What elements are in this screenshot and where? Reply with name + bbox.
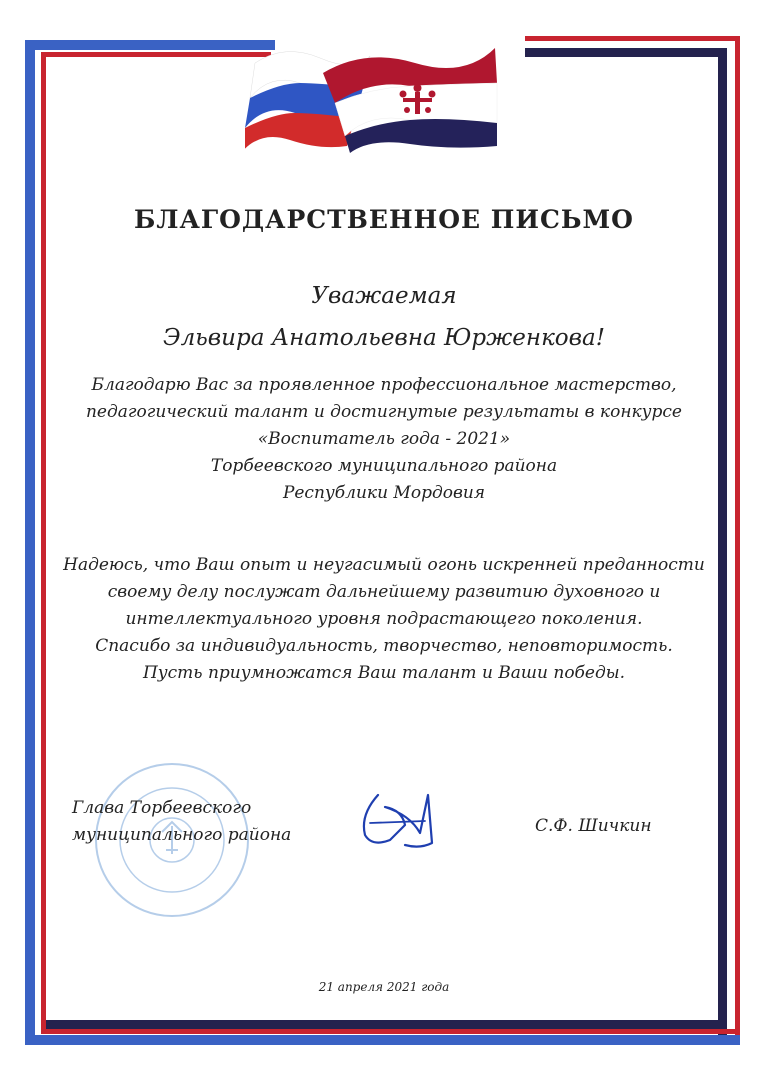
frame-top-right-red (525, 36, 740, 41)
flags-emblem (245, 28, 500, 153)
paragraph-line: интеллектуального уровня подрастающего поколения. (125, 609, 643, 629)
frame-bottom-blue (25, 1035, 740, 1045)
signatory-title-line: муниципального района (72, 825, 292, 845)
frame-right-red (735, 36, 740, 1039)
frame-left-blue (25, 40, 35, 1045)
paragraph-line: «Воспитатель года - 2021» (257, 429, 511, 449)
signatory-title (72, 795, 291, 849)
frame-top-blue (25, 40, 275, 50)
wishes-paragraph (60, 552, 708, 687)
signatory-title-line: Глава Торбеевского (72, 798, 252, 818)
frame-top-right-navy (525, 48, 725, 57)
paragraph-line: педагогический талант и достигнутые результаты в конкурсе (85, 402, 682, 422)
paragraph-line: Надеюсь, что Ваш опыт и неугасимый огонь искренней преданности (63, 555, 705, 575)
gratitude-paragraph (60, 372, 708, 507)
paragraph-line: своему делу послужат дальнейшему развитию духовного и (107, 582, 661, 602)
paragraph-line: Пусть приумножатся Ваш талант и Ваши победы. (142, 663, 626, 683)
frame-right-navy (718, 48, 727, 1038)
document-date: 21 апреля 2021 года (318, 980, 450, 994)
handwritten-signature (350, 785, 450, 855)
frame-bottom-navy (46, 1020, 727, 1029)
signatory-name: С.Ф. Шичкин (535, 816, 652, 836)
paragraph-line: Спасибо за индивидуальность, творчество, неповторимость. (95, 636, 673, 656)
paragraph-line: Торбеевского муниципального района (210, 456, 558, 476)
recipient-name: Эльвира Анатольевна Юрженкова! (163, 325, 605, 351)
frame-left-red (41, 52, 46, 1034)
mordovia-flag-icon (323, 48, 497, 153)
document-title: БЛАГОДАРСТВЕННОЕ ПИСЬМО (134, 205, 634, 234)
paragraph-line: Благодарю Вас за проявленное профессиональное мастерство, (91, 375, 677, 395)
paragraph-line: Республики Мордовия (282, 483, 486, 503)
greeting: Уважаемая (311, 283, 457, 309)
frame-bottom-red (41, 1029, 740, 1034)
frame-top-red (41, 52, 271, 57)
